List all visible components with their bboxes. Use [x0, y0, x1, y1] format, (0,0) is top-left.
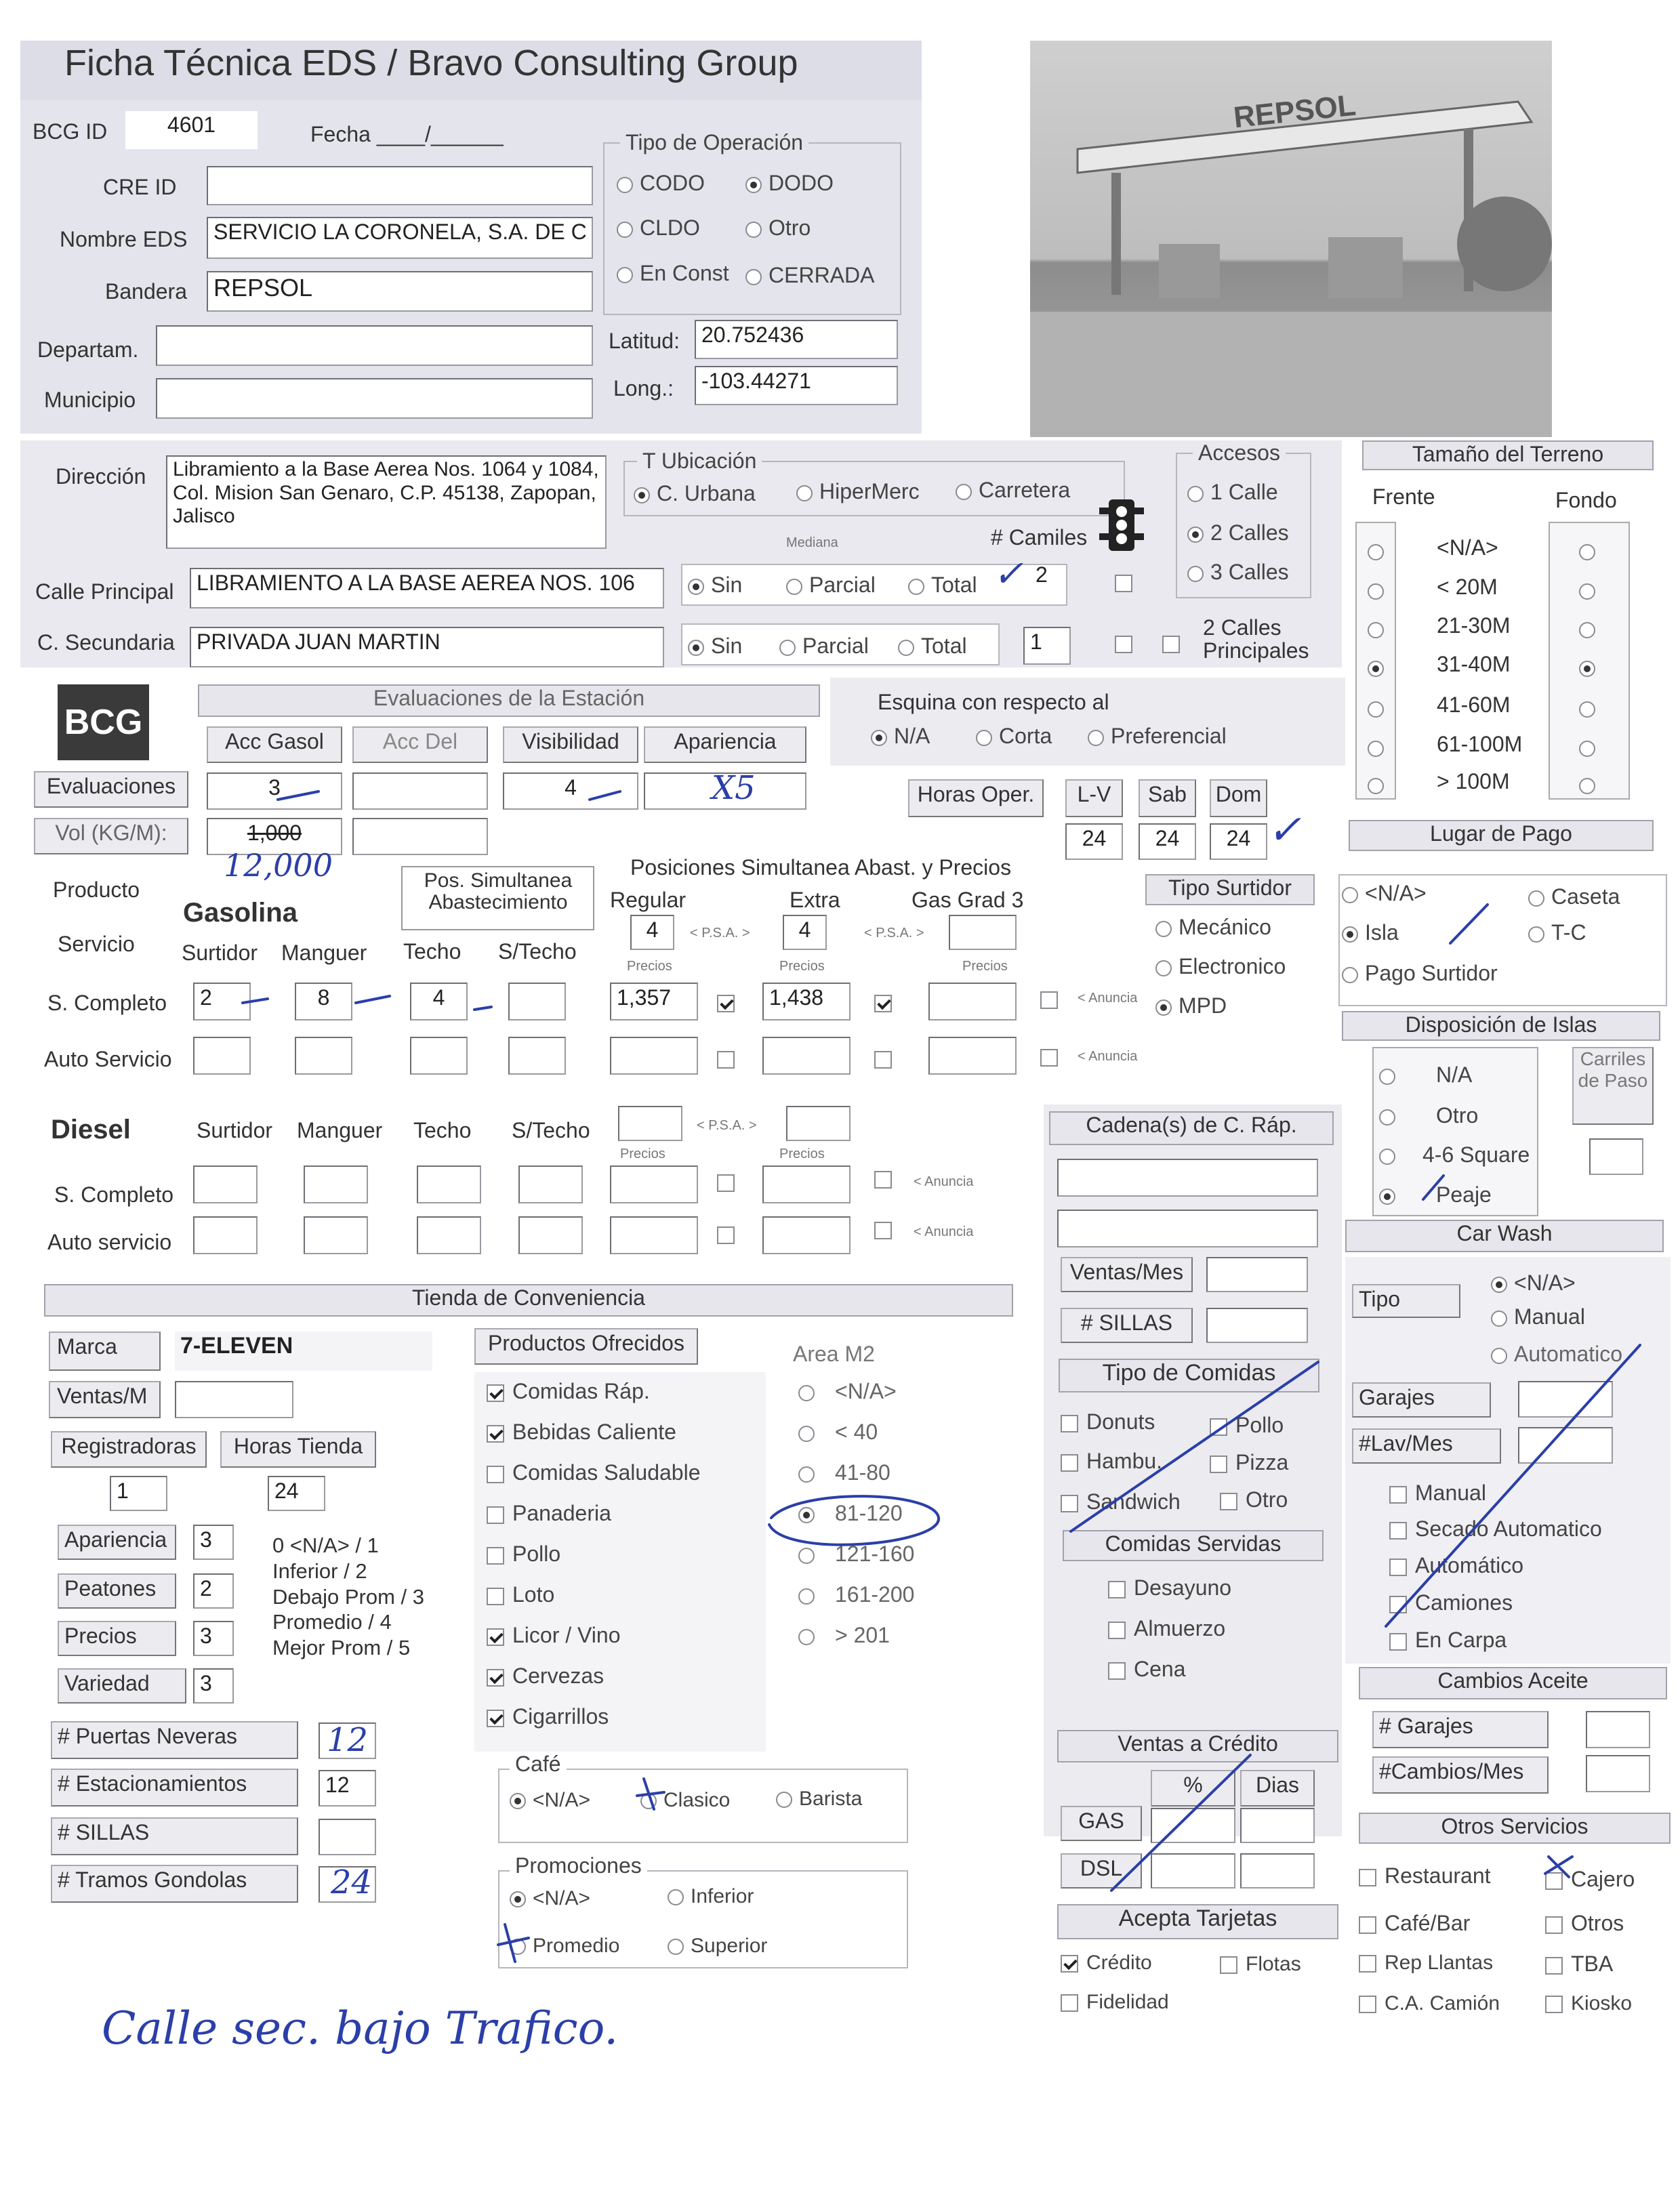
dsl-sc-label: S. Completo [54, 1182, 174, 1207]
bandera-field[interactable]: REPSOL [207, 271, 593, 312]
terreno-title: Tamaño del Terreno [1362, 440, 1654, 470]
gasolina-title: Gasolina [183, 898, 298, 928]
depart-label: Departam. [37, 337, 139, 362]
producto-item[interactable]: Cigarrillos [487, 1704, 609, 1729]
comida-sandwich[interactable]: Sandwich [1061, 1489, 1181, 1514]
extra-psa: < P.S.A. > [864, 926, 924, 941]
dsl-as-label: Auto servicio [47, 1230, 172, 1254]
fondo-label: Fondo [1555, 488, 1617, 512]
producto-item[interactable]: Loto [487, 1582, 554, 1607]
acc-2calles[interactable]: 2 Calles [1187, 520, 1289, 545]
med2-sin[interactable]: Sin [688, 634, 742, 659]
precios-gg-hdr: Precios [962, 959, 1008, 974]
pago-surtidor[interactable]: Pago Surtidor [1342, 961, 1498, 986]
hw-check-carriles: ✓ [993, 552, 1024, 595]
price-extra[interactable]: 1,438 [762, 983, 851, 1020]
gas-stecho-col: S/Techo [498, 939, 577, 964]
extra-label: Extra [790, 888, 840, 912]
latitud-label: Latitud: [609, 329, 680, 353]
producto-item[interactable]: Bebidas Caliente [487, 1420, 676, 1445]
hw-apariencia: X5 [712, 769, 756, 807]
bcg-logo: BCG [58, 684, 149, 760]
op-cldo[interactable]: CLDO [617, 215, 700, 241]
horas-lv-field[interactable]: 24 [1065, 823, 1123, 860]
rating-precios-label: Precios [58, 1621, 176, 1656]
rating-variedad-field[interactable]: 3 [193, 1668, 234, 1704]
credito-dsl: DSL [1061, 1853, 1142, 1888]
producto-item[interactable]: Comidas Ráp. [487, 1379, 650, 1404]
area-option[interactable]: <N/A> [798, 1379, 897, 1404]
tienda-sillas-label: # SILLAS [51, 1817, 298, 1855]
producto-label: Producto [53, 878, 140, 902]
carriles2-field[interactable]: 1 [1023, 627, 1071, 665]
disposicion-title: Disposición de Islas [1342, 1011, 1660, 1041]
dsl-psa: < P.S.A. > [697, 1118, 757, 1133]
ubic-carretera[interactable]: Carretera [956, 478, 1070, 503]
gas-surtidor-col: Surtidor [182, 941, 258, 965]
servida-cena[interactable]: Cena [1108, 1657, 1186, 1682]
eval-col-apariencia: Apariencia [644, 726, 806, 763]
promo-inferior[interactable]: Inferior [668, 1885, 754, 1908]
precios-reg-hdr: Precios [627, 959, 672, 974]
promo-na[interactable]: <N/A> [510, 1887, 590, 1910]
acc-3calles[interactable]: 3 Calles [1187, 560, 1289, 585]
hw-puertas: 12 [327, 1721, 369, 1759]
servida-desayuno[interactable]: Desayuno [1108, 1575, 1231, 1601]
gasgrad-label: Gas Grad 3 [911, 888, 1024, 912]
med1-parcial[interactable]: Parcial [786, 573, 876, 598]
cadenas-title: Cadena(s) de C. Ráp. [1049, 1111, 1334, 1145]
latitud-field[interactable]: 20.752436 [695, 320, 898, 359]
credito-dias: Dias [1240, 1770, 1315, 1807]
producto-item[interactable]: Pollo [487, 1542, 560, 1567]
registradoras-field[interactable]: 1 [110, 1476, 167, 1511]
registradoras-label: Registradoras [51, 1431, 207, 1468]
calle-secundaria-label: C. Secundaria [37, 630, 175, 655]
sc-techo[interactable]: 4 [410, 983, 468, 1020]
cw-secado[interactable]: Secado Automatico [1389, 1516, 1602, 1542]
med1-sin[interactable]: Sin [688, 573, 742, 598]
cafe-barista[interactable]: Barista [776, 1788, 862, 1811]
promo-superior[interactable]: Superior [668, 1935, 767, 1958]
rating-legend: 0 <N/A> / 1 Inferior / 2 Debajo Prom / 3 Promedio / 4 Mejor Prom / 5 [272, 1533, 424, 1660]
eval-col-acc-gasol: Acc Gasol [207, 726, 342, 763]
tienda-ventas-label: Ventas/M [49, 1381, 161, 1418]
cw-tipo-label: Tipo [1352, 1284, 1460, 1318]
long-label: Long.: [613, 376, 674, 400]
op-dodo[interactable]: DODO [745, 171, 834, 196]
comida-pizza[interactable]: Pizza [1210, 1450, 1288, 1475]
ubic-urbana[interactable]: C. Urbana [634, 481, 756, 506]
otros-cajero[interactable]: Cajero [1545, 1867, 1635, 1892]
disp-na[interactable]: N/A [1379, 1062, 1472, 1088]
calles-principales-label: 2 Calles Principales [1203, 615, 1309, 663]
tipo-surtidor-title: Tipo Surtidor [1145, 874, 1315, 905]
dsl-precios-1: Precios [620, 1147, 665, 1161]
disp-square[interactable]: 4-6 Square [1379, 1142, 1530, 1168]
cw-carpa[interactable]: En Carpa [1389, 1628, 1507, 1653]
tienda-title: Tienda de Conveniencia [44, 1284, 1013, 1317]
tipo-comidas-title: Tipo de Comidas [1059, 1359, 1319, 1392]
op-en-const[interactable]: En Const [617, 261, 729, 286]
horas-tienda-field[interactable]: 24 [268, 1476, 325, 1511]
hw-tramos: 24 [331, 1863, 373, 1901]
carriles-paso-label: Carriles de Paso [1572, 1047, 1654, 1125]
calle-principal-field[interactable]: LIBRAMIENTO A LA BASE AEREA NOS. 106 [190, 568, 664, 608]
area-option[interactable]: 41-80 [798, 1460, 890, 1485]
nombre-label: Nombre EDS [60, 227, 188, 251]
pago-caseta[interactable]: Caseta [1528, 884, 1620, 909]
pos-sim-label: Pos. Simultanea Abastecimiento [424, 869, 573, 913]
op-cerrada[interactable]: CERRADA [745, 263, 874, 288]
producto-item[interactable]: Comidas Saludable [487, 1460, 701, 1485]
comida-donuts[interactable]: Donuts [1061, 1409, 1155, 1434]
otros-otros[interactable]: Otros [1545, 1911, 1624, 1936]
long-field[interactable]: -103.44271 [695, 366, 898, 405]
marca-label: Marca [49, 1332, 161, 1371]
cw-camiones[interactable]: Camiones [1389, 1590, 1513, 1615]
t-ubicacion-title: T Ubicación [637, 449, 762, 474]
price-regular[interactable]: 1,357 [610, 983, 698, 1020]
cw-tipo-auto[interactable]: Automatico [1491, 1342, 1622, 1367]
gas-manguer-col: Manguer [281, 941, 367, 965]
horas-tienda-label: Horas Tienda [220, 1431, 376, 1468]
tarjeta-flotas[interactable]: Flotas [1220, 1953, 1301, 1976]
acc-1calle[interactable]: 1 Calle [1187, 480, 1278, 505]
calle-secundaria-field[interactable]: PRIVADA JUAN MARTIN [190, 627, 664, 667]
vol-field[interactable]: 1,000 [207, 818, 342, 855]
precios-ext-hdr: Precios [779, 959, 825, 974]
med2-parcial[interactable]: Parcial [779, 634, 869, 659]
extra-pos-field[interactable]: 4 [783, 915, 827, 950]
promo-promedio[interactable]: Promedio [510, 1935, 619, 1958]
credito-gas: GAS [1061, 1806, 1142, 1841]
area-title: Area M2 [793, 1342, 875, 1366]
cw-automatico[interactable]: Automático [1389, 1553, 1523, 1578]
eval-title: Evaluaciones de la Estación [198, 684, 820, 717]
otros-rep-llantas[interactable]: Rep Llantas [1359, 1952, 1493, 1975]
cw-manual[interactable]: Manual [1389, 1481, 1486, 1506]
comida-pollo[interactable]: Pollo [1210, 1413, 1284, 1438]
puertas-label: # Puertas Neveras [51, 1721, 298, 1759]
surtidor-electronico[interactable]: Electronico [1155, 954, 1286, 979]
page-title: Ficha Técnica EDS / Bravo Consulting Group [64, 43, 798, 83]
frente-label: Frente [1372, 484, 1435, 509]
municipio-label: Municipio [44, 388, 136, 412]
marca-field[interactable]: 7-ELEVEN [175, 1332, 432, 1371]
area-option[interactable]: < 40 [798, 1420, 878, 1445]
estac-label: # Estacionamientos [51, 1769, 298, 1807]
lugar-pago-title: Lugar de Pago [1349, 820, 1654, 851]
producto-item[interactable]: Licor / Vino [487, 1623, 621, 1648]
horas-lv: L-V [1065, 779, 1123, 817]
terreno-option-label: 61-100M [1437, 732, 1523, 756]
tarjeta-fidelidad[interactable]: Fidelidad [1061, 1991, 1169, 2014]
accesos-title: Accesos [1193, 440, 1286, 466]
servida-almuerzo[interactable]: Almuerzo [1108, 1616, 1225, 1641]
otros-restaurant[interactable]: Restaurant [1359, 1863, 1491, 1888]
bandera-label: Bandera [105, 279, 187, 304]
visibilidad-field[interactable]: 4 [503, 772, 638, 810]
med2-total[interactable]: Total [898, 634, 967, 659]
car-wash-title: Car Wash [1345, 1220, 1664, 1252]
tarjetas-title: Acepta Tarjetas [1057, 1904, 1338, 1939]
producto-item[interactable]: Panaderia [487, 1501, 611, 1526]
rating-peatones-field[interactable]: 2 [193, 1573, 234, 1609]
horas-dom-field[interactable]: 24 [1210, 823, 1267, 860]
area-option[interactable]: 81-120 [798, 1501, 903, 1526]
esquina-na[interactable]: N/A [871, 724, 930, 749]
area-option[interactable]: 121-160 [798, 1542, 914, 1567]
fecha-label: Fecha ____/______ [310, 122, 504, 146]
dsl-anuncia1: < Anuncia [914, 1174, 974, 1189]
dsl-stecho-col: S/Techo [512, 1118, 590, 1142]
camiles-label: # Camiles [991, 525, 1088, 550]
terreno-option-label: <N/A> [1437, 535, 1498, 560]
eval-col-visibilidad: Visibilidad [503, 726, 638, 763]
diesel-title: Diesel [51, 1115, 131, 1144]
nombre-field[interactable]: SERVICIO LA CORONELA, S.A. DE C [207, 217, 593, 259]
horas-sab: Sab [1139, 779, 1196, 817]
area-option[interactable]: 161-200 [798, 1582, 914, 1607]
dsl-precios-2: Precios [779, 1147, 825, 1161]
cafe-clasico[interactable]: Clasico [640, 1789, 730, 1812]
horas-sab-field[interactable]: 24 [1139, 823, 1196, 860]
eval-col-acc-del: Acc Del [352, 726, 488, 763]
productos-title: Productos Ofrecidos [474, 1328, 698, 1365]
esquina-preferencial[interactable]: Preferencial [1088, 724, 1227, 749]
tipo-operacion-title: Tipo de Operación [620, 130, 808, 155]
evaluaciones-label: Evaluaciones [34, 771, 188, 808]
servicio-label: Servicio [58, 932, 135, 956]
cambios-garajes-label: # Garajes [1372, 1711, 1549, 1748]
comidas-servidas-title: Comidas Servidas [1063, 1530, 1324, 1561]
cafe-na[interactable]: <N/A> [510, 1789, 590, 1812]
vol-label: Vol (KG/M): [34, 818, 188, 854]
cafe-label: Café [510, 1752, 567, 1777]
dsl-manguer-col: Manguer [297, 1118, 383, 1142]
dsl-surtidor-col: Surtidor [197, 1118, 273, 1142]
credito-pct: % [1151, 1770, 1235, 1807]
terreno-option-label: 21-30M [1437, 613, 1511, 638]
cw-garajes-label: Garajes [1352, 1382, 1491, 1418]
pago-isla[interactable]: Isla [1342, 920, 1399, 945]
promo-label: Promociones [510, 1853, 647, 1878]
anuncia-gas2: < Anuncia [1078, 1049, 1138, 1064]
terreno-option-label: < 20M [1437, 575, 1498, 599]
cad-sillas-label: # SILLAS [1061, 1308, 1193, 1343]
horas-label: Horas Oper. [908, 779, 1044, 817]
esquina-corta[interactable]: Corta [976, 724, 1052, 749]
as-label: Auto Servicio [44, 1047, 172, 1071]
mediana-label: Mediana [786, 535, 838, 550]
calle-principal-label: Calle Principal [35, 579, 174, 604]
pago-na[interactable]: <N/A> [1342, 881, 1427, 906]
terreno-option-label: > 100M [1437, 769, 1510, 793]
hw-check-dom: ✓ [1267, 806, 1302, 854]
credito-title: Ventas a Crédito [1057, 1730, 1338, 1762]
carriles1-field[interactable]: 2 [1036, 562, 1048, 587]
otros-tba[interactable]: TBA [1545, 1952, 1613, 1977]
cad-ventas-label: Ventas/Mes [1061, 1257, 1193, 1292]
cw-tipo-na[interactable]: <N/A> [1491, 1271, 1576, 1296]
surtidor-mpd[interactable]: MPD [1155, 993, 1227, 1018]
rating-variedad-label: Variedad [58, 1668, 186, 1704]
pago-tc[interactable]: T-C [1528, 920, 1586, 945]
dsl-anuncia2: < Anuncia [914, 1224, 974, 1239]
ubic-hipermerc[interactable]: HiperMerc [796, 479, 920, 504]
direccion-field[interactable]: Libramiento a la Base Aerea Nos. 1064 y 1084, Col. Mision San Genaro, C.P. 45138, Zapopan, Jalisco [166, 455, 607, 549]
disp-peaje[interactable]: Peaje [1379, 1182, 1492, 1207]
sc-manguer[interactable]: 8 [295, 983, 352, 1020]
bcg-id-label: BCG ID [33, 119, 108, 144]
producto-item[interactable]: Cervezas [487, 1664, 604, 1689]
precios-title: Posiciones Simultanea Abast. y Precios [630, 855, 1012, 880]
area-option[interactable]: > 201 [798, 1623, 890, 1648]
surtidor-mecanico[interactable]: Mecánico [1155, 915, 1271, 940]
rating-peatones-label: Peatones [58, 1573, 176, 1609]
hw-vol: 12,000 [224, 847, 333, 884]
bcg-id-field[interactable]: 4601 [125, 111, 258, 149]
otros-kiosko[interactable]: Kiosko [1545, 1992, 1632, 2015]
op-codo[interactable]: CODO [617, 171, 705, 196]
cw-tipo-manual[interactable]: Manual [1491, 1304, 1585, 1329]
sc-label: S. Completo [47, 991, 167, 1015]
gas-techo-col: Techo [403, 939, 462, 964]
tramos-label: # Tramos Gondolas [51, 1865, 298, 1903]
med1-total[interactable]: Total [908, 573, 977, 598]
rating-apariencia-label: Apariencia [58, 1525, 176, 1560]
terreno-option-label: 31-40M [1437, 652, 1511, 676]
comida-hambu[interactable]: Hambu. [1061, 1449, 1162, 1474]
otros-title: Otros Servicios [1359, 1813, 1671, 1844]
horas-dom: Dom [1210, 779, 1267, 817]
terreno-option-label: 41-60M [1437, 693, 1511, 717]
disp-otro[interactable]: Otro [1379, 1103, 1478, 1128]
regular-psa: < P.S.A. > [690, 926, 750, 941]
cambios-mes-label: #Cambios/Mes [1372, 1756, 1549, 1794]
rating-apariencia-field[interactable]: 3 [193, 1525, 234, 1560]
otros-ca-camion[interactable]: C.A. Camión [1359, 1992, 1500, 2015]
estac-field[interactable]: 12 [319, 1770, 376, 1807]
op-otro[interactable]: Otro [745, 215, 811, 241]
esquina-title: Esquina con respecto al [878, 690, 1109, 714]
otros-cafe-bar[interactable]: Café/Bar [1359, 1911, 1470, 1936]
comida-otro[interactable]: Otro [1220, 1487, 1288, 1512]
cre-id-label: CRE ID [103, 175, 177, 199]
tarjeta-credito[interactable]: Crédito [1061, 1952, 1152, 1975]
cw-lavmes-label: #Lav/Mes [1352, 1428, 1501, 1464]
cambios-title: Cambios Aceite [1359, 1667, 1667, 1699]
hw-note: Calle sec. bajo Trafico. [102, 2002, 619, 2055]
repsol-sign: REPSOL [1231, 88, 1357, 135]
regular-pos-field[interactable]: 4 [630, 915, 674, 950]
direccion-label: Dirección [56, 464, 146, 489]
dsl-techo-col: Techo [413, 1118, 472, 1142]
regular-label: Regular [610, 888, 687, 912]
sc-surtidor[interactable]: 2 [193, 983, 251, 1020]
acc-gasol-field[interactable]: 3 [207, 772, 342, 810]
anuncia-gas1: < Anuncia [1078, 991, 1138, 1006]
rating-precios-field[interactable]: 3 [193, 1621, 234, 1656]
